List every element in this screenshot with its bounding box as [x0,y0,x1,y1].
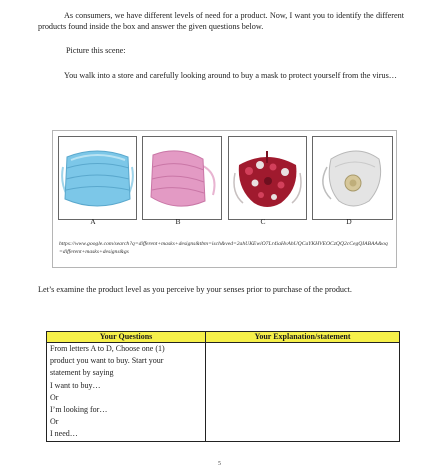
question-cell [47,343,206,442]
question-line: I’m looking for… [50,405,108,415]
image-source-url[interactable]: https://www.google.com/search?q=different+masks+designs&tbm=isch&ved=2ahUKEwiO7Lr4iaHvAhUQCaYKHVEOCzQQ2cCegQIABAA&oq=different+masks+designs&gs [59,241,388,255]
mask-image-b [142,136,222,220]
mask-label-d: D [346,217,352,226]
mask-label-a: A [90,217,96,226]
mask-image-d [312,136,393,220]
header-your-questions: Your Questions [47,332,206,343]
page-number: 5 [218,461,221,467]
mask-figure-box [52,130,397,268]
question-line: Or [50,417,59,427]
mask-image-c [228,136,307,220]
mask-image-a [58,136,137,220]
question-line: From letters A to D, Choose one (1) [50,344,165,353]
intro-paragraph-2: Picture this scene: [66,46,126,55]
intro-paragraph-3: You walk into a store and carefully looking around to buy a mask to protect yourself from the virus… [64,71,397,80]
intro-paragraph-1: As consumers, we have different levels of need for a product. Now, I want you to identify the different products found inside the box and answer the given questions below. [38,11,404,31]
question-line: statement by saying [50,368,114,378]
question-table [46,331,400,442]
header-explanation: Your Explanation/statement [206,332,400,343]
question-line: product you want to buy. Start your [50,356,164,366]
instruction-paragraph: Let’s examine the product level as you perceive by your senses prior to purchase of the product. [38,285,352,294]
question-line: I need… [50,429,78,439]
question-line: I want to buy… [50,380,101,390]
mask-label-c: C [260,217,266,226]
mask-label-b: B [175,217,181,226]
question-line: Or [50,392,59,402]
explanation-answer-cell[interactable] [206,343,400,442]
